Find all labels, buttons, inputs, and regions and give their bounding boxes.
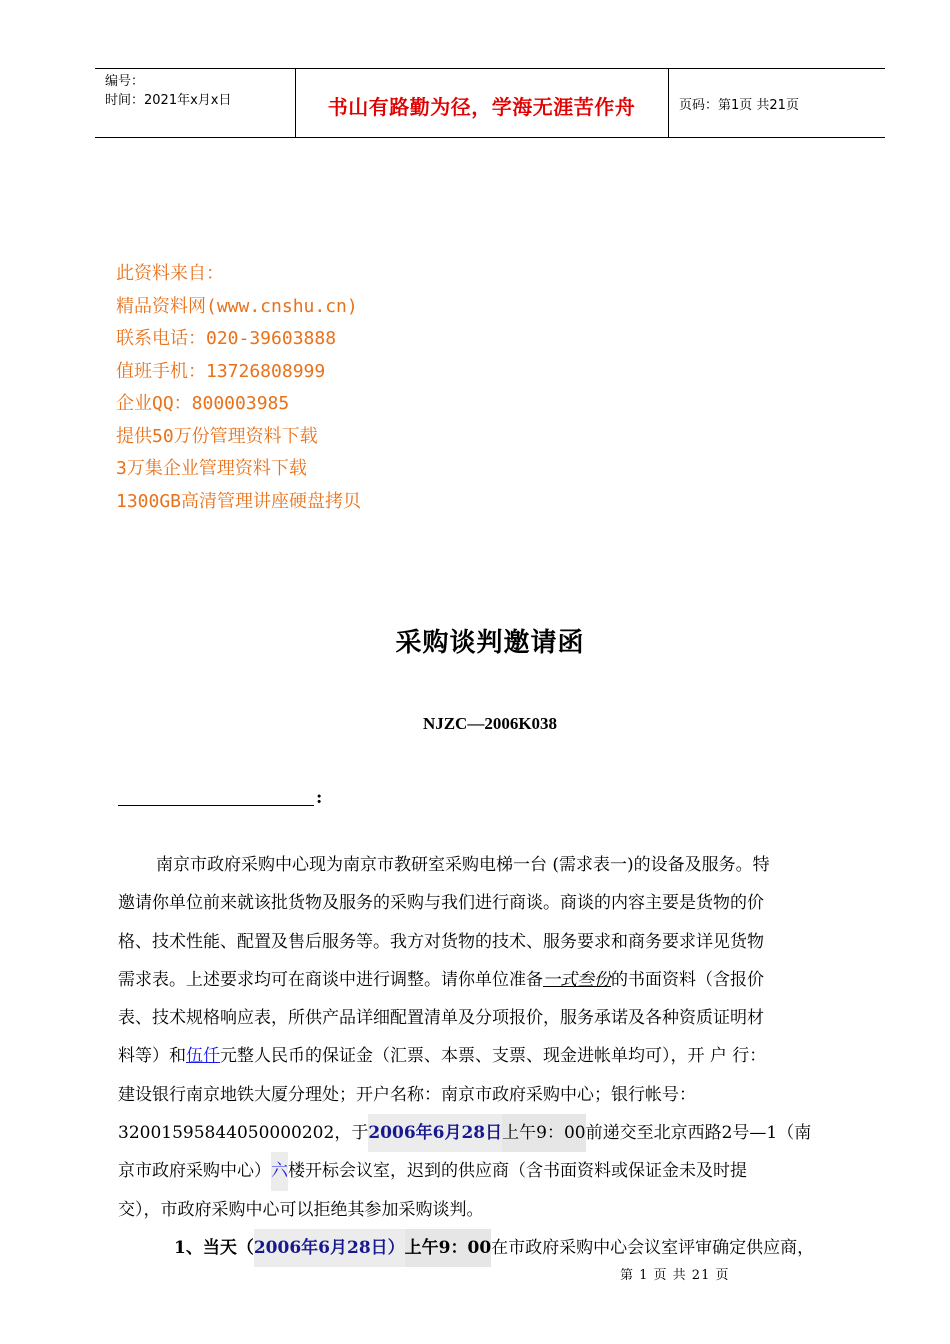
- info-line: 联系电话：020-39603888: [116, 328, 337, 349]
- info-line: 3万集企业管理资料下载: [116, 458, 307, 479]
- header-table: [95, 68, 885, 138]
- body-line: 需求表。上述要求均可在商谈中进行调整。请你单位准备 一式叁份 的书面资料（含报价: [118, 961, 864, 999]
- review-date: 2006年6月28日）: [254, 1229, 405, 1267]
- header-motto: 书山有路勤为径，学海无涯苦作舟: [327, 95, 636, 119]
- info-line: 1300GB高清管理讲座硬盘拷贝: [116, 490, 362, 512]
- copies-note: 一式叁份: [543, 969, 611, 990]
- header-divider: [668, 69, 669, 137]
- recipient-colon: :: [316, 788, 323, 808]
- body-line: 格、技术性能、配置及售后服务等。我方对货物的技术、服务要求和商务要求详见货物: [118, 931, 764, 952]
- document-title: 采购谈判邀请函: [395, 628, 585, 658]
- review-time: 上午9：00: [405, 1229, 492, 1267]
- time-label: 时间：2021年x月x日: [105, 93, 232, 108]
- body-line: 京市政府采购中心） 六 楼开标会议室，迟到的供应商（含书面资料或保证金未及时提: [118, 1152, 864, 1190]
- header-meta: [105, 72, 231, 110]
- info-line: 企业QQ：800003985: [116, 393, 290, 414]
- body-line: 表、技术规格响应表，所供产品详细配置清单及分项报价，服务承诺及各种资质证明材: [118, 1008, 764, 1029]
- header-page-info: 页码：第1页 共21页: [679, 98, 799, 113]
- source-info-block: [116, 258, 361, 518]
- body-line: 料等）和 伍仟 元整人民币的保证金（汇票、本票、支票、现金进帐单均可），开 户 行：: [118, 1037, 864, 1075]
- body-line: 交），市政府采购中心可以拒绝其参加采购谈判。: [118, 1199, 484, 1220]
- deadline-time: 上午9：00: [502, 1114, 585, 1152]
- info-line: 精品资料网(www.cnshu.cn): [116, 295, 358, 317]
- number-label: 编号：: [105, 74, 145, 89]
- body-line: 邀请你单位前来就该批货物及服务的采购与我们进行商谈。商谈的内容主要是货物的价: [118, 893, 764, 914]
- page-footer: 第 1 页 共 21 页: [620, 1268, 730, 1283]
- document-code: NJZC—2006K038: [422, 714, 558, 733]
- body-text: [118, 846, 864, 1267]
- recipient-blank-line: [118, 785, 314, 806]
- body-line: 32001595844050000202，于 2006年6月28日 上午9：00 前递交至北京西路2号—1（南: [118, 1114, 864, 1152]
- body-line: 南京市政府采购中心现为南京市教研室采购电梯一台 (需求表一)的设备及服务。特: [156, 855, 770, 875]
- info-line: 此资料来自：: [116, 263, 224, 284]
- info-line: 值班手机：13726808999: [116, 360, 326, 382]
- body-line: 1、当天（ 2006年6月28日） 上午9：00 在市政府采购中心会议室评审确定供应商，: [118, 1229, 864, 1267]
- body-line: 建设银行南京地铁大厦分理处；开户名称：南京市政府采购中心；银行帐号：: [118, 1084, 696, 1105]
- deadline-date: 2006年6月28日: [368, 1114, 502, 1152]
- floor-number: 六: [271, 1152, 288, 1190]
- info-line: 提供50万份管理资料下载: [116, 425, 318, 447]
- deposit-amount: 伍仟: [186, 1046, 220, 1067]
